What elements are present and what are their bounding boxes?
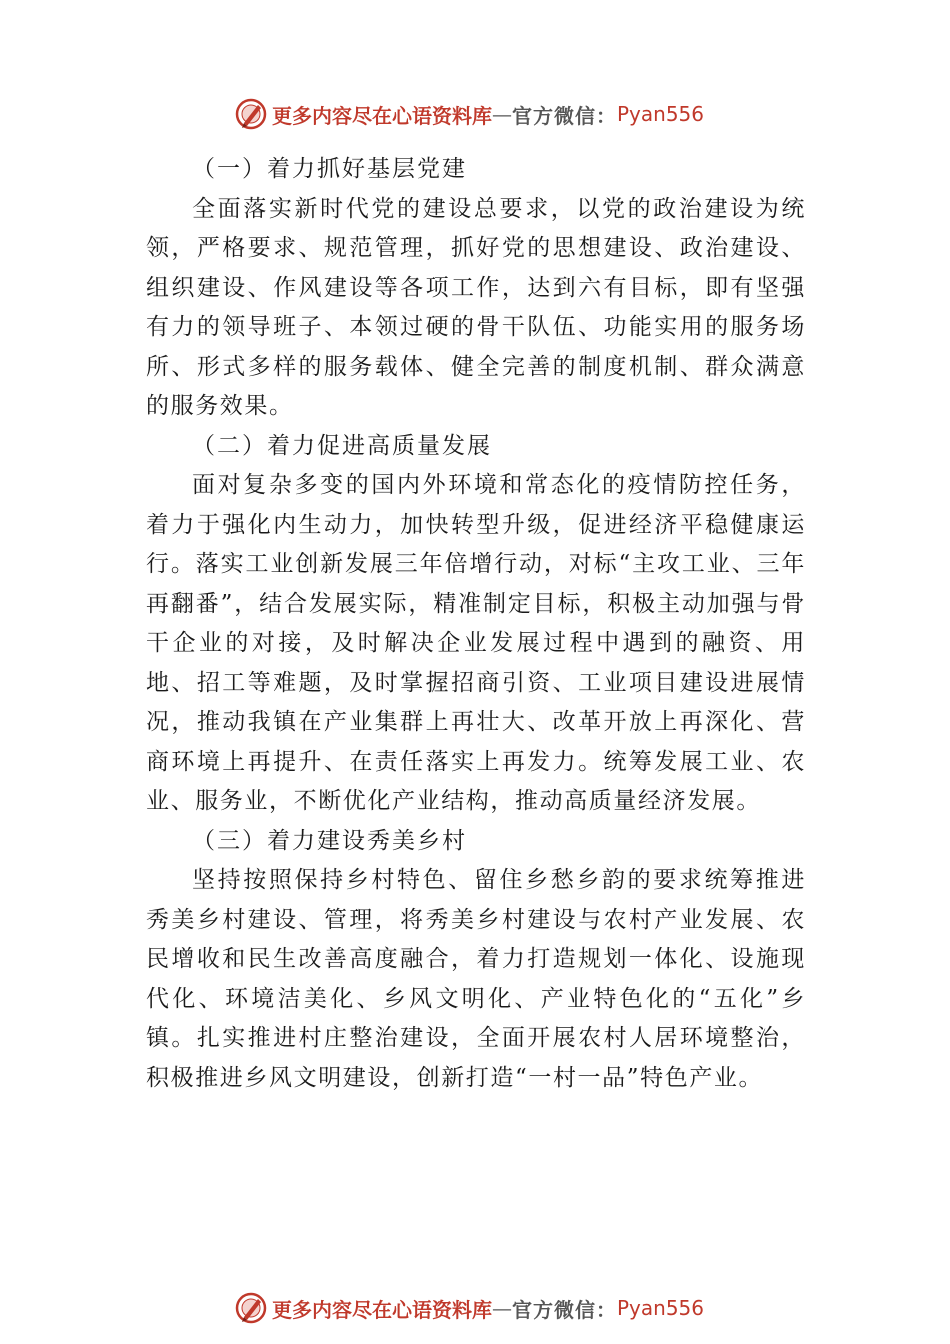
watermark-wechat-id: Pyan556 [616, 102, 704, 126]
pen-seal-logo-icon [234, 1291, 268, 1325]
pen-seal-logo-icon [234, 97, 268, 131]
section-paragraph: 面对复杂多变的国内外环境和常态化的疫情防控任务，着力于强化内生动力，加快转型升级，促进经济平稳健康运行。落实工业创新发展三年倍增行动，对标“主攻工业、三年再翻番”，结合发展实际，精准制定目标，积极主动加强与骨干企业的对接，及时解决企业发展过程中遇到的融资、用地、招工等难题，及时掌握招商引资、工业项目建设进展情况，推动我镇在产业集群上再壮大、改革开放上再深化、营商环境上再提升、在责任落实上再发力。统筹发展工业、农业、服务业，不断优化产业结构，推动高质量经济发展。 [146, 472, 806, 814]
section-heading: （一）着力抓好基层党建 [192, 156, 467, 182]
watermark-brand-text: 更多内容尽在心语资料库 [271, 103, 492, 128]
footer-watermark [0, 1288, 950, 1328]
watermark-official-label: 官方微信： [511, 1297, 617, 1322]
watermark-wechat-id: Pyan556 [616, 1296, 704, 1320]
section-heading: （二）着力促进高质量发展 [192, 432, 492, 459]
watermark-official-label: 官方微信： [511, 103, 617, 128]
section-paragraph: 坚持按照保持乡村特色、留住乡愁乡韵的要求统筹推进秀美乡村建设、管理，将秀美乡村建设与农村产业发展、农民增收和民生改善高度融合，着力打造规划一体化、设施现代化、环境洁美化、乡风文明化、产业特色化的“五化”乡镇。扎实推进村庄整治建设，全面开展农村人居环境整治，积极推进乡风文明建设，创新打造“一村一品”特色产业。 [146, 867, 806, 1091]
watermark-dash: — [491, 1296, 512, 1320]
header-watermark [0, 94, 950, 134]
section-heading: （三）着力建设秀美乡村 [192, 827, 467, 854]
section-paragraph: 全面落实新时代党的建设总要求，以党的政治建设为统领，严格要求、规范管理，抓好党的思想建设、政治建设、组织建设、作风建设等各项工作，达到六有目标，即有坚强有力的领导班子、本领过硬的骨干队伍、功能实用的服务场所、形式多样的服务载体、健全完善的制度机制、群众满意的服务效果。 [146, 195, 806, 419]
watermark-brand-text: 更多内容尽在心语资料库 [271, 1297, 492, 1322]
watermark-dash: — [491, 102, 512, 126]
document-body [146, 150, 806, 1098]
